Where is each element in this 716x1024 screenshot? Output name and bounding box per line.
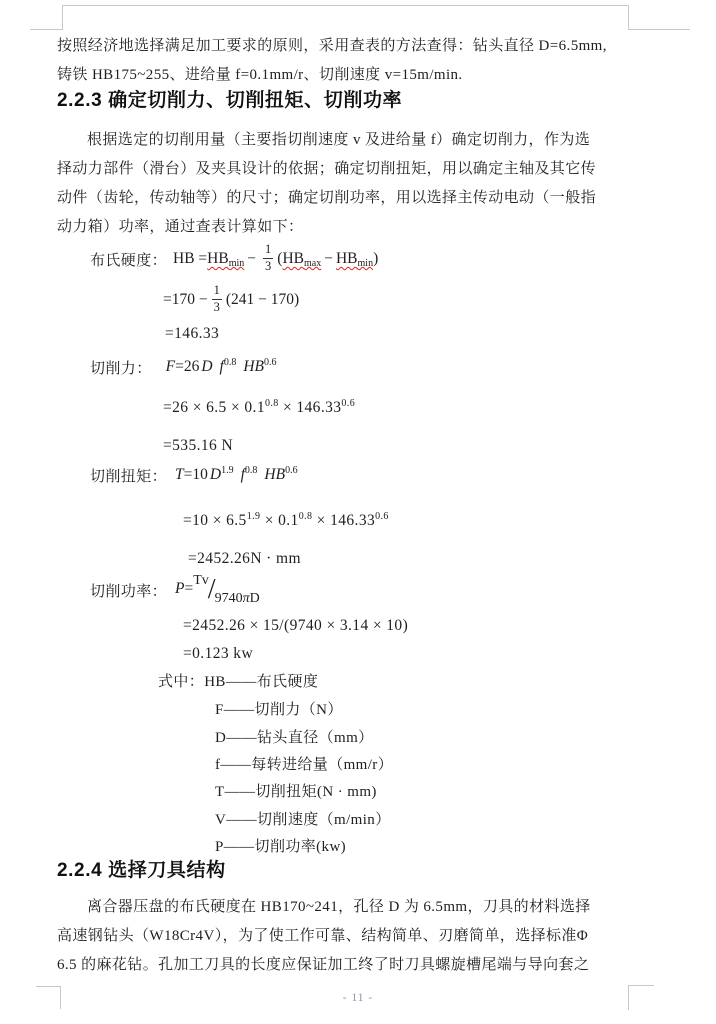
section-223-para-line-3: 动件（齿轮，传动轴等）的尺寸；确定切削功率，用以选择主传动电动（一般指 <box>57 190 597 206</box>
force-equation: F=26 D $f^{0.8}$ $HB^{0.6}$ <box>165 357 277 375</box>
hardness-paren-close: ) <box>373 250 379 267</box>
crop-mark-top-left-v <box>62 5 63 30</box>
hardness-paren-open: ( <box>277 250 283 267</box>
hardness-label: 布氏硬度： <box>90 252 168 269</box>
page-number: - 11 - <box>342 992 374 1004</box>
definition-item-t: T——切削扭矩(N · mm) <box>215 784 377 800</box>
section-224-para-line-1: 离合器压盘的布氏硬度在 HB170~241，孔径 D 为 6.5mm，刀具的材料选择 <box>87 899 591 915</box>
section-224-para-line-3: 6.5 的麻花钻。孔加工刀具的长度应保证加工终了时刀具螺旋槽尾端与导向套之 <box>57 957 590 973</box>
crop-mark-top-left-h <box>30 29 63 30</box>
crop-mark-top-edge <box>62 5 629 6</box>
hardness-lhs: HB = <box>173 250 208 267</box>
crop-mark-top-right-h <box>628 29 690 30</box>
force-formula-line-2: $=26 \times 6.5 \times 0.1^{0.8} \times 146.33^{0.6}$ <box>163 398 356 416</box>
power-label: 切削功率： <box>90 583 168 600</box>
force-label: 切削力： <box>90 360 152 377</box>
torque-formula-line-1 <box>90 464 298 486</box>
torque-formula-line-3: =2452.26N · mm <box>188 550 301 567</box>
hardness-formula-line-2 <box>163 283 299 317</box>
power-denominator: 9740πD <box>214 591 260 606</box>
hardness-hbmin-1: $HB_{min}$ <box>207 250 245 269</box>
hardness-hbmax: $HB_{max}$ <box>282 250 322 269</box>
hardness-fraction: $\frac{1}{3}$ <box>265 242 272 273</box>
definitions-intro-line <box>158 672 318 692</box>
power-formula-line-3: =0.123 kw <box>183 645 254 662</box>
intro-line-1: 按照经济地选择满足加工要求的原则，采用查表的方法查得：钻头直径 D=6.5mm, <box>57 38 607 54</box>
section-223-para-line-2: 择动力部件（滑台）及夹具设计的依据；确定切削扭矩，用以确定主轴及其它传 <box>57 161 597 177</box>
crop-mark-top-right-v <box>628 5 629 30</box>
torque-label: 切削扭矩： <box>90 468 168 485</box>
hardness-formula-line-1 <box>90 242 378 276</box>
hardness-line2-fraction: $\frac{1}{3}$ <box>213 283 220 314</box>
section-223-para-line-4: 动力箱）功率，通过查表计算如下： <box>57 219 304 235</box>
definition-item-f-force: F——切削力（N） <box>215 702 343 718</box>
section-224-para-line-2: 高速钢钻头（W18Cr4V），为了使工作可靠、结构简单、刃磨简单，选择标准Φ <box>57 928 589 944</box>
hardness-line2-pre: =170 − <box>163 291 208 308</box>
definition-item-d: D——钻头直径（mm） <box>215 730 374 746</box>
section-224-heading: 2.2.4 选择刀具结构 <box>57 860 226 881</box>
power-equation: P=Tv/9740πD <box>175 573 260 606</box>
hardness-minus-1: − <box>247 250 257 267</box>
power-formula-line-2: =2452.26 × 15/(9740 × 3.14 × 10) <box>183 617 409 634</box>
torque-formula-line-2: $=10 \times 6.5^{1.9} \times 0.1^{0.8} \times 146.33^{0.6}$ <box>183 511 389 529</box>
crop-mark-bottom-left-h <box>36 986 61 987</box>
definitions-intro: 式中： <box>158 674 205 690</box>
hardness-formula-line-3: =146.33 <box>165 325 220 342</box>
definition-item-p: P——切削功率(kw) <box>215 839 347 855</box>
hardness-hbmin-2: $HB_{min}$ <box>335 250 374 269</box>
hardness-minus-2: − <box>324 250 333 267</box>
hardness-line2-post: (241 − 170) <box>225 291 300 308</box>
power-formula-line-1 <box>90 572 260 608</box>
section-223-heading: 2.2.3 确定切削力、切削扭矩、切削功率 <box>57 90 403 111</box>
definition-item-hb: HB——布氏硬度 <box>204 674 319 690</box>
intro-line-2: 铸铁 HB175~255、进给量 f=0.1mm/r、切削速度 v=15m/min. <box>57 67 463 83</box>
definition-item-v: V——切削速度（m/min） <box>215 812 391 828</box>
section-223-para-line-1: 根据选定的切削用量（主要指切削速度 v 及进给量 f）确定切削力，作为选 <box>87 132 591 148</box>
force-formula-line-1 <box>90 356 277 378</box>
torque-equation: T=10 $D^{1.9}$ $f^{0.8}$ $HB^{0.6}$ <box>175 465 298 483</box>
crop-mark-bottom-right-h <box>628 985 654 986</box>
force-formula-line-3: =535.16 N <box>163 437 234 454</box>
definition-item-f-feed: f——每转进给量（mm/r） <box>215 757 394 773</box>
